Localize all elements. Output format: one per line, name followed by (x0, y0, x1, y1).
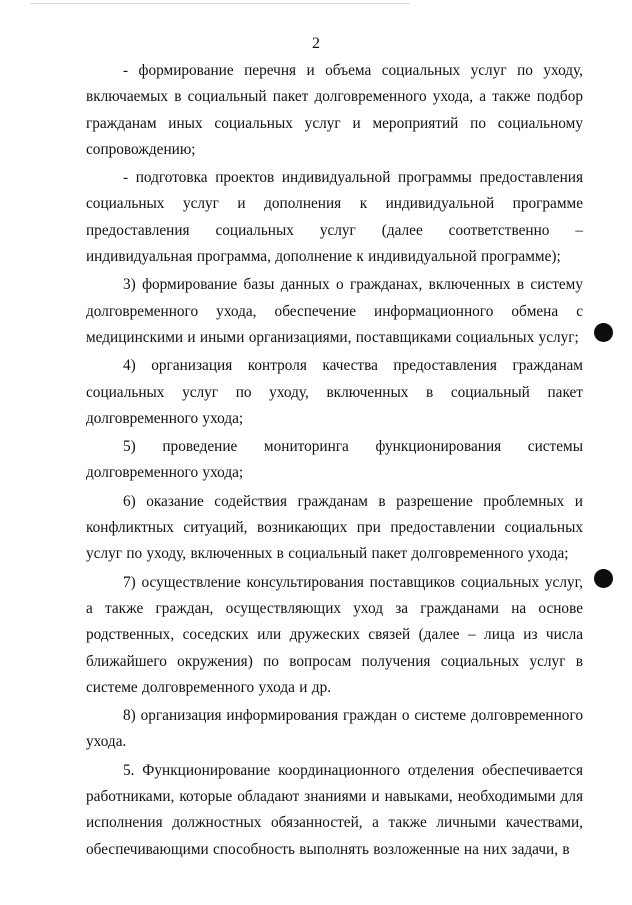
punch-hole-mark (594, 323, 613, 342)
punch-hole-mark (594, 569, 613, 588)
paragraph-item-7: 7) осуществление консультирования поставщиков социальных услуг, а также граждан, осуществляющих уход за гражданами на основе родственных, соседских или дружеских связей (далее – лица из числа ближайшего окружения) по вопросам получения социальных услуг в системе долговременного ухода и др. (86, 573, 583, 696)
paragraph-section-5: 5. Функционирование координационного отделения обеспечивается работниками, которые обладают знаниями и навыками, необходимыми для исполнения должностных обязанностей, а также личными качествами, обеспечивающими способность выполнять возложенные на них задачи, в (86, 761, 583, 858)
body-text (86, 58, 583, 865)
paragraph-item-5: 5) проведение мониторинга функционирования системы долговременного ухода; (86, 438, 583, 482)
paragraph-item-6: 6) оказание содействия гражданам в разрешение проблемных и конфликтных ситуаций, возникающих при предоставлении социальных услуг по уходу, включенных в социальный пакет долговременного ухода; (86, 492, 583, 563)
paragraph-item-8: 8) организация информирования граждан о системе долговременного ухода. (86, 707, 583, 751)
scan-top-edge (30, 3, 410, 4)
paragraph-list-item-program: - подготовка проектов индивидуальной программы предоставления социальных услуг и дополнения к индивидуальной программе предоставления социальных услуг (далее соответственно – индивидуальная программа, дополнение к индивидуальной программе); (86, 169, 583, 266)
paragraph-list-item-services: - формирование перечня и объема социальных услуг по уходу, включаемых в социальный пакет долговременного ухода, а также подбор гражданам иных социальных услуг и мероприятий по социальному сопровождению; (86, 62, 583, 158)
paragraph-item-4: 4) организация контроля качества предоставления гражданам социальных услуг по уходу, включенных в социальный пакет долговременного ухода; (86, 357, 583, 427)
paragraph-item-3: 3) формирование базы данных о гражданах, включенных в систему долговременного ухода, обеспечение информационного обмена с медицинскими и иными организациями, поставщиками социальных услуг; (86, 276, 583, 346)
page-number: 2 (312, 35, 320, 52)
